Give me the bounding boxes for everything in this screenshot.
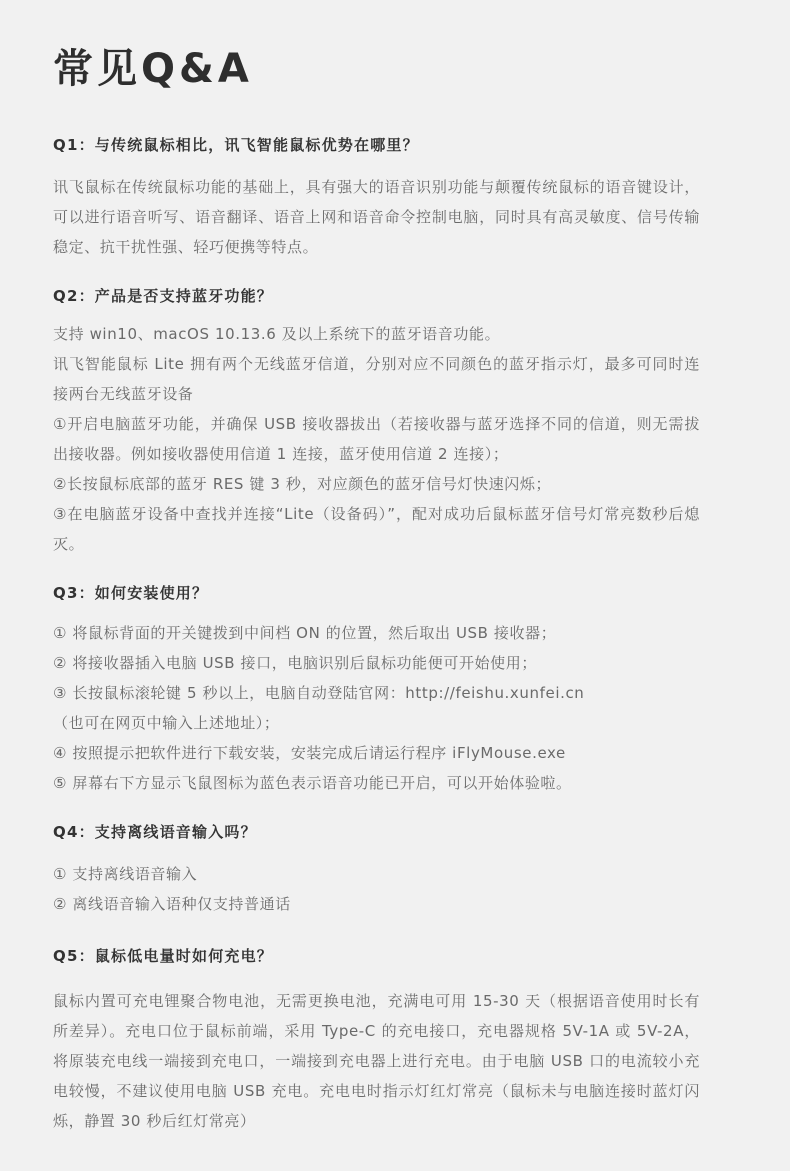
- question-q5: Q5：鼠标低电量时如何充电？: [53, 947, 273, 965]
- answer-q4: [53, 859, 700, 919]
- step-item: ① 将鼠标背面的开关键拨到中间档 ON 的位置，然后取出 USB 接收器；: [53, 624, 557, 642]
- answer-q1: 讯飞鼠标在传统鼠标功能的基础上，具有强大的语音识别功能与颠覆传统鼠标的语音键设计，可以进行语音听写、语音翻译、语音上网和语音命令控制电脑，同时具有高灵敏度、信号传输稳定、抗干扰性强、轻巧便携等特点。: [53, 178, 700, 256]
- step-item: ⑤ 屏幕右下方显示飞鼠图标为蓝色表示语音功能已开启，可以开始体验啦。: [53, 774, 572, 792]
- step-item: ④ 按照提示把软件进行下载安装，安装完成后请运行程序 iFlyMouse.exe: [53, 744, 566, 762]
- page-title: 常见Q&A: [53, 46, 253, 92]
- answer-q2-line: ①开启电脑蓝牙功能，并确保 USB 接收器拔出（若接收器与蓝牙选择不同的信道，则无需拔出接收器。例如接收器使用信道 1 连接，蓝牙使用信道 2 连接）；: [53, 415, 700, 463]
- faq-q4: [53, 821, 700, 919]
- answer-q2-line: 讯飞智能鼠标 Lite 拥有两个无线蓝牙信道，分别对应不同颜色的蓝牙指示灯，最多可同时连接两台无线蓝牙设备: [53, 355, 700, 403]
- step-item: ② 将接收器插入电脑 USB 接口，电脑识别后鼠标功能便可开始使用；: [53, 654, 537, 672]
- faq-q2: [53, 285, 700, 559]
- step-item: ② 离线语音输入语种仅支持普通话: [53, 895, 291, 913]
- answer-q5: 鼠标内置可充电锂聚合物电池，无需更换电池，充满电可用 15-30 天（根据语音使用时长有所差异）。充电口位于鼠标前端，采用 Type-C 的充电接口，充电器规格 5V-1A 或 5V-2A，将原装充电线一端接到充电口，一端接到充电器上进行充电。由于电脑 USB 口的电流较小充电较慢，不建议使用电脑 USB 充电。充电电时指示灯红灯常亮（鼠标未与电脑连接时蓝灯闪烁，静置 30 秒后红灯常亮）: [53, 992, 700, 1130]
- question-q2: Q2：产品是否支持蓝牙功能？: [53, 287, 273, 305]
- answer-q2-line: 支持 win10、macOS 10.13.6 及以上系统下的蓝牙语音功能。: [53, 325, 501, 343]
- faq-q3: [53, 582, 700, 798]
- answer-q2-line: ②长按鼠标底部的蓝牙 RES 键 3 秒，对应颜色的蓝牙信号灯快速闪烁；: [53, 475, 552, 493]
- answer-q2: [53, 319, 700, 559]
- question-q3: Q3：如何安装使用？: [53, 584, 209, 602]
- faq-q1: [53, 134, 700, 262]
- answer-q2-line: ③在电脑蓝牙设备中查找并连接“Lite（设备码）”，配对成功后鼠标蓝牙信号灯常亮数秒后熄灭。: [53, 505, 700, 553]
- step-item: （也可在网页中输入上述地址）；: [53, 714, 280, 732]
- step-item: ① 支持离线语音输入: [53, 865, 198, 883]
- faq-q5: [53, 945, 700, 1136]
- answer-q3: [53, 618, 700, 798]
- question-q1: Q1：与传统鼠标相比，讯飞智能鼠标优势在哪里？: [53, 136, 419, 154]
- step-item: ③ 长按鼠标滚轮键 5 秒以上，电脑自动登陆官网：http://feishu.xunfei.cn: [53, 684, 585, 702]
- question-q4: Q4：支持离线语音输入吗？: [53, 823, 257, 841]
